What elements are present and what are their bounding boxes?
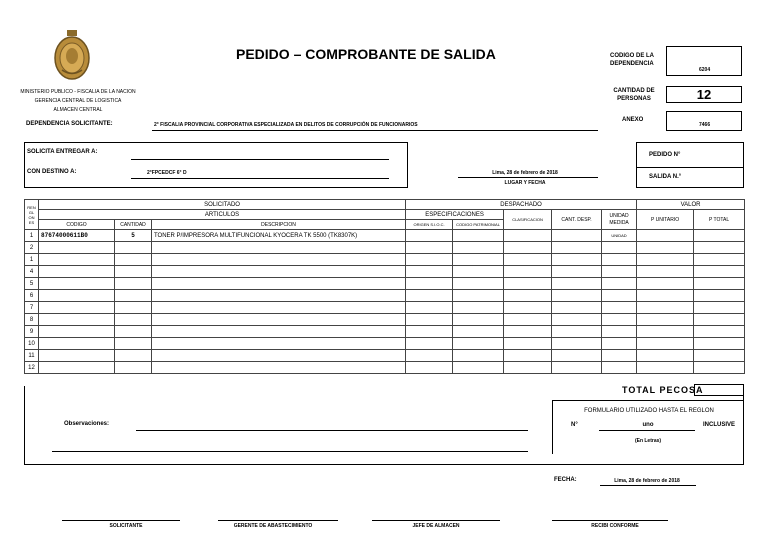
dependencia-underline <box>152 130 598 131</box>
destino-label: CON DESTINO A: <box>27 169 77 175</box>
row-p-total <box>694 350 745 362</box>
despachado-header: DESPACHADO <box>406 200 637 210</box>
firma-jefe-line <box>372 520 500 521</box>
row-p-total <box>694 290 745 302</box>
row-p-unitario <box>637 302 694 314</box>
row-number: 8 <box>25 314 39 326</box>
row-cantidad <box>115 242 152 254</box>
lower-frame-left <box>24 386 25 464</box>
row-unidad <box>602 338 637 350</box>
row-unidad <box>602 290 637 302</box>
table-row <box>25 242 745 254</box>
firma-solicitante: SOLICITANTE <box>109 523 143 529</box>
lower-frame-bottom <box>24 464 744 465</box>
row-p-unitario <box>637 290 694 302</box>
codigo-dependencia-value: 6204 <box>699 67 711 73</box>
row-number: 6 <box>25 290 39 302</box>
row-codigo <box>39 242 115 254</box>
row-p-unitario <box>637 326 694 338</box>
lugar-fecha-label: LUGAR Y FECHA <box>504 180 546 186</box>
solicitado-header: SOLICITADO <box>39 200 406 210</box>
row-cant-desp <box>552 350 602 362</box>
row-clasificacion <box>504 326 552 338</box>
row-number: 11 <box>25 350 39 362</box>
row-descripcion <box>152 302 406 314</box>
descripcion-header: DESCRIPCION <box>152 220 406 230</box>
row-codigo <box>39 326 115 338</box>
row-origen <box>406 326 453 338</box>
row-patrimonial <box>453 314 504 326</box>
p-total-header: P TOTAL <box>694 210 745 230</box>
row-descripcion <box>152 338 406 350</box>
firma-jefe: JEFE DE ALMACEN <box>412 523 460 529</box>
items-table <box>24 199 745 374</box>
row-p-total <box>694 278 745 290</box>
row-descripcion <box>152 278 406 290</box>
row-clasificacion <box>504 350 552 362</box>
row-unidad <box>602 266 637 278</box>
row-p-total <box>694 302 745 314</box>
firma-gerente-line <box>218 520 338 521</box>
pedido-divider <box>637 167 743 168</box>
row-number: 5 <box>25 278 39 290</box>
fecha-value: Lima, 28 de febrero de 2018 <box>614 478 680 484</box>
articulos-header: ARTICULOS <box>39 210 406 220</box>
observaciones-line-1 <box>136 430 528 431</box>
row-unidad <box>602 326 637 338</box>
valor-header: VALOR <box>637 200 745 210</box>
lugar-fecha-line <box>458 177 598 178</box>
ren-header: REN GL ON ES <box>25 200 39 230</box>
row-codigo <box>39 350 115 362</box>
row-patrimonial <box>453 302 504 314</box>
dependencia-value: 2° FISCALIA PROVINCIAL CORPORATIVA ESPECIALIZADA EN DELITOS DE CORRUPCIÓN DE FUNCIONARIOS <box>154 122 418 128</box>
row-origen <box>406 338 453 350</box>
row-patrimonial <box>453 278 504 290</box>
row-cantidad: 5 <box>115 230 152 242</box>
row-unidad <box>602 254 637 266</box>
row-p-total <box>694 314 745 326</box>
dependencia-label: DEPENDENCIA SOLICITANTE: <box>26 121 113 127</box>
row-clasificacion <box>504 266 552 278</box>
row-p-unitario <box>637 242 694 254</box>
row-number: 4 <box>25 266 39 278</box>
formulario-box <box>552 400 744 454</box>
row-p-unitario <box>637 314 694 326</box>
row-unidad <box>602 362 637 374</box>
observaciones-label: Observaciones: <box>64 421 110 427</box>
row-origen <box>406 242 453 254</box>
row-patrimonial <box>453 338 504 350</box>
row-cantidad <box>115 350 152 362</box>
row-p-total <box>694 242 745 254</box>
row-cantidad <box>115 290 152 302</box>
row-origen <box>406 362 453 374</box>
formulario-value-line <box>599 430 695 431</box>
table-row <box>25 230 745 242</box>
row-p-unitario <box>637 254 694 266</box>
solicita-entregar-label: SOLICITA ENTREGAR A: <box>27 149 98 155</box>
pedido-label: PEDIDO N° <box>649 152 681 158</box>
row-cantidad <box>115 266 152 278</box>
row-p-unitario <box>637 350 694 362</box>
row-descripcion <box>152 326 406 338</box>
row-cant-desp <box>552 314 602 326</box>
row-descripcion <box>152 362 406 374</box>
row-cantidad <box>115 314 152 326</box>
row-clasificacion <box>504 278 552 290</box>
cantidad-personas-value: 12 <box>696 87 712 102</box>
fecha-line <box>600 485 696 486</box>
row-number: 1 <box>25 230 39 242</box>
row-unidad: UNIDAD <box>602 230 637 242</box>
row-patrimonial <box>453 266 504 278</box>
destino-value: 2°FPCEDCF 6° D <box>147 170 187 176</box>
pedido-box <box>636 142 744 188</box>
row-origen <box>406 290 453 302</box>
row-patrimonial <box>453 254 504 266</box>
row-origen <box>406 266 453 278</box>
row-cant-desp <box>552 254 602 266</box>
row-p-total <box>694 230 745 242</box>
row-p-unitario <box>637 338 694 350</box>
lugar-fecha-value: Lima, 28 de febrero de 2018 <box>492 170 558 176</box>
row-patrimonial <box>453 230 504 242</box>
row-p-unitario <box>637 266 694 278</box>
row-clasificacion <box>504 362 552 374</box>
cant-desp-header: CANT. DESP. <box>552 210 602 230</box>
row-unidad <box>602 242 637 254</box>
formulario-en-letras: (En Letras) <box>634 438 662 444</box>
row-descripcion <box>152 266 406 278</box>
fecha-label: FECHA: <box>554 477 577 483</box>
row-descripcion <box>152 242 406 254</box>
row-number: 7 <box>25 302 39 314</box>
row-codigo <box>39 362 115 374</box>
row-p-total <box>694 362 745 374</box>
row-number: 12 <box>25 362 39 374</box>
row-cant-desp <box>552 302 602 314</box>
row-cantidad <box>115 362 152 374</box>
row-cantidad <box>115 338 152 350</box>
row-patrimonial <box>453 326 504 338</box>
row-clasificacion <box>504 302 552 314</box>
row-cant-desp <box>552 362 602 374</box>
codigo-patrimonial-header: CODIGO PATRIMONIAL <box>453 220 504 230</box>
table-row <box>25 302 745 314</box>
formulario-n-label: N° <box>571 422 578 428</box>
formulario-value: uno <box>642 422 654 428</box>
formulario-label: FORMULARIO UTILIZADO HASTA EL REGLON <box>584 408 714 414</box>
row-cant-desp <box>552 242 602 254</box>
row-cantidad <box>115 254 152 266</box>
destino-line <box>131 178 389 179</box>
row-cant-desp <box>552 266 602 278</box>
row-patrimonial <box>453 350 504 362</box>
table-row <box>25 350 745 362</box>
row-clasificacion <box>504 314 552 326</box>
codigo-dependencia-box <box>666 46 742 76</box>
row-clasificacion <box>504 254 552 266</box>
table-row <box>25 326 745 338</box>
total-pecosa-box <box>694 384 744 396</box>
table-row <box>25 314 745 326</box>
firma-solicitante-line <box>62 520 180 521</box>
row-unidad <box>602 314 637 326</box>
row-codigo <box>39 290 115 302</box>
row-codigo <box>39 302 115 314</box>
row-p-unitario <box>637 278 694 290</box>
firma-recibi: RECIBI CONFORME <box>591 523 639 529</box>
row-origen <box>406 350 453 362</box>
cantidad-header: CANTIDAD <box>115 220 152 230</box>
solicita-box <box>24 142 408 188</box>
row-unidad <box>602 302 637 314</box>
row-number: 2 <box>25 242 39 254</box>
row-number: 10 <box>25 338 39 350</box>
table-row <box>25 362 745 374</box>
row-origen <box>406 230 453 242</box>
row-descripcion <box>152 290 406 302</box>
row-p-unitario <box>637 362 694 374</box>
row-clasificacion <box>504 338 552 350</box>
anexo-box <box>666 111 742 131</box>
total-pecosa-label: TOTAL PECOSA <box>622 385 704 395</box>
row-unidad <box>602 278 637 290</box>
row-p-unitario <box>637 230 694 242</box>
row-cant-desp <box>552 230 602 242</box>
observaciones-line-2 <box>52 451 528 452</box>
formulario-inclusive: INCLUSIVE <box>703 422 736 428</box>
row-p-total <box>694 254 745 266</box>
row-cantidad <box>115 302 152 314</box>
row-codigo <box>39 338 115 350</box>
institution-seal-icon <box>52 30 92 80</box>
row-descripcion <box>152 254 406 266</box>
anexo-label: ANEXO <box>622 117 644 123</box>
row-descripcion: TONER P/IMPRESORA MULTIFUNCIONAL KYOCERA TK 5500 (TK8307K) <box>152 230 406 242</box>
row-p-total <box>694 338 745 350</box>
row-cant-desp <box>552 278 602 290</box>
firma-gerente: GERENTE DE ABASTECIMIENTO <box>233 523 313 529</box>
cantidad-personas-box <box>666 86 742 103</box>
salida-label: SALIDA N.° <box>649 174 682 180</box>
table-row <box>25 278 745 290</box>
row-codigo <box>39 278 115 290</box>
cantidad-personas-label: CANTIDAD DE PERSONAS <box>613 88 655 102</box>
row-clasificacion <box>504 242 552 254</box>
unidad-medida-header: UNIDAD MEDIDA <box>602 210 637 230</box>
row-clasificacion <box>504 290 552 302</box>
row-patrimonial <box>453 290 504 302</box>
row-cantidad <box>115 326 152 338</box>
table-row <box>25 338 745 350</box>
table-row <box>25 266 745 278</box>
row-origen <box>406 314 453 326</box>
row-patrimonial <box>453 242 504 254</box>
row-descripcion <box>152 350 406 362</box>
row-cant-desp <box>552 326 602 338</box>
row-cant-desp <box>552 290 602 302</box>
page-title: PEDIDO – COMPROBANTE DE SALIDA <box>236 46 496 62</box>
anexo-value: 7466 <box>699 122 711 128</box>
row-codigo <box>39 314 115 326</box>
row-p-total <box>694 266 745 278</box>
row-origen <box>406 278 453 290</box>
row-descripcion <box>152 314 406 326</box>
origen-header: ORIGEN S.I.O.C. <box>406 220 453 230</box>
row-unidad <box>602 350 637 362</box>
row-p-total <box>694 326 745 338</box>
row-codigo <box>39 266 115 278</box>
row-origen <box>406 302 453 314</box>
codigo-dependencia-label: CODIGO DE LA DEPENDENCIA <box>610 53 654 67</box>
firma-recibi-line <box>552 520 668 521</box>
especificaciones-header: ESPECIFICACIONES <box>406 210 504 220</box>
org-name: MINISTERIO PUBLICO - FISCALIA DE LA NACION GERENCIA CENTRAL DE LOGISTICA ALMACEN CENTRAL <box>20 89 136 113</box>
clasificacion-header: CLASIFICACION <box>504 210 552 230</box>
p-unitario-header: P UNITARIO <box>637 210 694 230</box>
row-number: 9 <box>25 326 39 338</box>
solicita-entregar-line <box>131 159 389 160</box>
row-patrimonial <box>453 362 504 374</box>
table-row <box>25 290 745 302</box>
row-cantidad <box>115 278 152 290</box>
row-codigo <box>39 254 115 266</box>
row-origen <box>406 254 453 266</box>
table-row <box>25 254 745 266</box>
row-cant-desp <box>552 338 602 350</box>
row-number: 1 <box>25 254 39 266</box>
row-codigo: 87674000611B0 <box>39 230 115 242</box>
codigo-header: CODIGO <box>39 220 115 230</box>
row-clasificacion <box>504 230 552 242</box>
